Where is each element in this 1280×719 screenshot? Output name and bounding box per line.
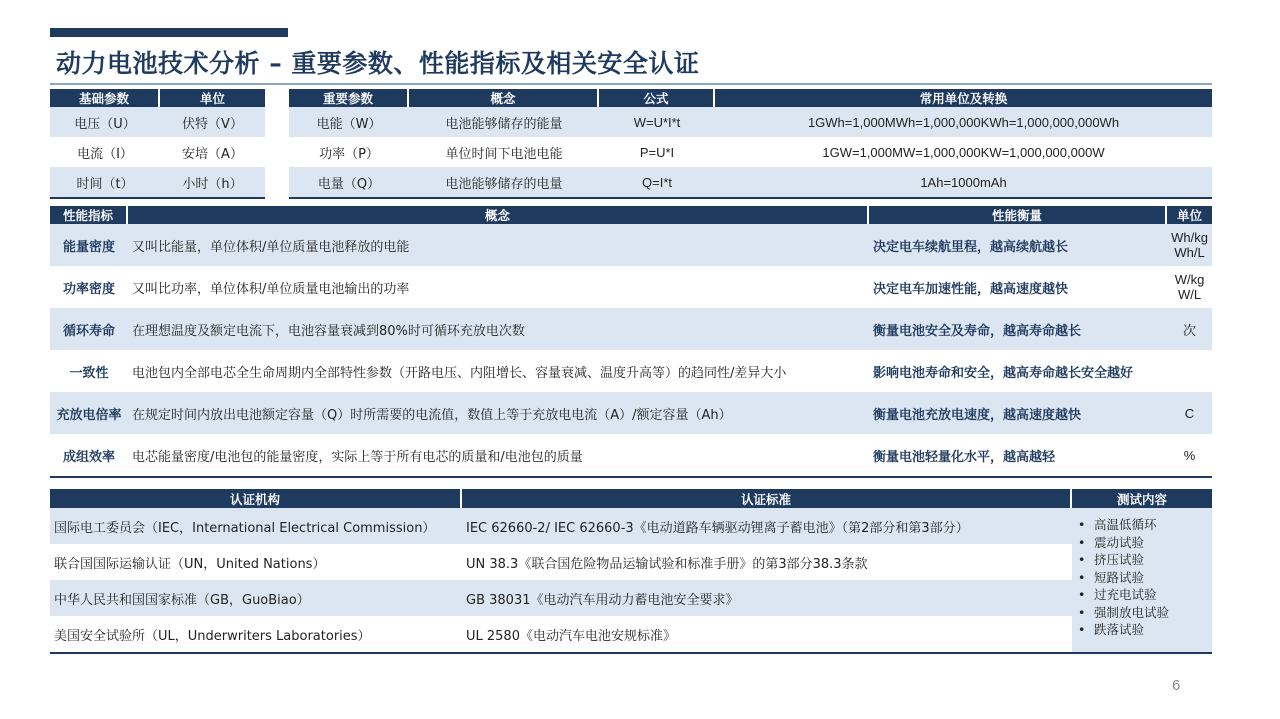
unit-cell: 次 — [1167, 308, 1212, 350]
unit-cell — [1167, 266, 1212, 308]
indicator-name: 成组效率 — [50, 434, 128, 476]
cert-org-cell: 国际电工委员会（IEC，International Electrical Commission） — [50, 508, 462, 544]
concept-cell: 电池能够储存的电量 — [409, 167, 599, 197]
table-row — [50, 392, 1212, 434]
list-item: • 跌落试验 — [1078, 621, 1206, 639]
table-row — [50, 544, 1212, 580]
formula-cell: Q=I*t — [599, 167, 715, 197]
col-header: 认证机构 — [50, 489, 462, 508]
unit-primary: W/kg — [1174, 272, 1205, 287]
cert-standard-cell: IEC 62660-2/ IEC 62660-3《电动道路车辆驱动锂离子蓄电池》（第2部分和第3部分） — [462, 508, 1072, 544]
unit-primary: Wh/kg — [1171, 230, 1208, 245]
param-cell: 电能（W） — [289, 107, 409, 137]
concept-cell: 电池能够储存的能量 — [409, 107, 599, 137]
param-cell: 电量（Q） — [289, 167, 409, 197]
cert-org-cell: 联合国国际运输认证（UN，United Nations） — [50, 544, 462, 580]
concept-cell: 又叫比功率，单位体积/单位质量电池输出的功率 — [128, 266, 869, 308]
cert-org-cell: 美国安全试验所（UL，Underwriters Laboratories） — [50, 616, 462, 652]
indicator-name: 功率密度 — [50, 266, 128, 308]
unit-secondary: Wh/L — [1174, 245, 1205, 260]
unit-cell: C — [1167, 392, 1212, 434]
test-list — [1078, 516, 1206, 639]
unit-conversion-cell: 1Ah=1000mAh — [715, 167, 1212, 197]
table-row — [50, 167, 265, 197]
unit-secondary: W/L — [1177, 287, 1202, 302]
table-row — [50, 107, 265, 137]
list-item: • 短路试验 — [1078, 569, 1206, 587]
measure-cell: 衡量电池轻量化水平，越高越轻 — [869, 434, 1167, 476]
list-item: • 过充电试验 — [1078, 586, 1206, 604]
col-header: 重要参数 — [289, 89, 409, 107]
measure-cell: 影响电池寿命和安全，越高寿命越长安全越好 — [869, 350, 1167, 392]
table-row — [50, 266, 1212, 308]
param-cell: 电压（U） — [50, 107, 160, 137]
table-row — [50, 616, 1212, 652]
table-row — [50, 308, 1212, 350]
measure-cell: 衡量电池安全及寿命，越高寿命越长 — [869, 308, 1167, 350]
param-cell: 时间（t） — [50, 167, 160, 197]
unit-cell: % — [1167, 434, 1212, 476]
important-params-table — [289, 89, 1212, 199]
col-header: 基础参数 — [50, 89, 160, 107]
table-row — [50, 508, 1212, 544]
unit-conversion-cell: 1GWh=1,000MWh=1,000,000KWh=1,000,000,000Wh — [715, 107, 1212, 137]
table-row — [50, 224, 1212, 266]
list-item: • 强制放电试验 — [1078, 604, 1206, 622]
cert-standard-cell: UL 2580《电动汽车电池安规标准》 — [462, 616, 1072, 652]
col-header: 测试内容 — [1072, 489, 1212, 508]
concept-cell: 电芯能量密度/电池包的能量密度，实际上等于所有电芯的质量和/电池包的质量 — [128, 434, 869, 476]
page-title: 动力电池技术分析 – 重要参数、性能指标及相关安全认证 — [56, 49, 700, 78]
unit-cell: 小时（h） — [160, 167, 265, 197]
certification-table — [50, 489, 1212, 654]
table-row — [50, 434, 1212, 476]
title-accent-bar — [50, 28, 288, 37]
col-header: 性能衡量 — [869, 206, 1167, 224]
unit-conversion-cell: 1GW=1,000MW=1,000,000KW=1,000,000,000W — [715, 137, 1212, 167]
unit-cell: 伏特（V） — [160, 107, 265, 137]
basic-params-table — [50, 89, 265, 199]
col-header: 公式 — [599, 89, 715, 107]
col-header: 认证标准 — [462, 489, 1072, 508]
col-header: 性能指标 — [50, 206, 128, 224]
title-underline — [50, 83, 1212, 85]
table-row — [50, 137, 265, 167]
col-header: 概念 — [409, 89, 599, 107]
measure-cell: 决定电车续航里程，越高续航越长 — [869, 224, 1167, 266]
indicator-name: 充放电倍率 — [50, 392, 128, 434]
col-header: 单位 — [1167, 206, 1212, 224]
table-row — [289, 137, 1212, 167]
measure-cell: 衡量电池充放电速度，越高速度越快 — [869, 392, 1167, 434]
unit-cell — [1167, 224, 1212, 266]
concept-cell: 电池包内全部电芯全生命周期内全部特性参数（开路电压、内阻增长、容量衰减、温度升高等）的趋同性/差异大小 — [128, 350, 869, 392]
list-item: • 震动试验 — [1078, 534, 1206, 552]
page-number: 6 — [1172, 677, 1181, 694]
param-cell: 电流（I） — [50, 137, 160, 167]
cert-org-cell: 中华人民共和国国家标准（GB，GuoBiao） — [50, 580, 462, 616]
col-header: 单位 — [160, 89, 265, 107]
table-row — [50, 350, 1212, 392]
cert-standard-cell: GB 38031《电动汽车用动力蓄电池安全要求》 — [462, 580, 1072, 616]
concept-cell: 又叫比能量，单位体积/单位质量电池释放的电能 — [128, 224, 869, 266]
cert-standard-cell: UN 38.3《联合国危险物品运输试验和标准手册》的第3部分38.3条款 — [462, 544, 1072, 580]
table-row — [289, 107, 1212, 137]
table-row — [50, 580, 1212, 616]
measure-cell: 决定电车加速性能，越高速度越快 — [869, 266, 1167, 308]
formula-cell: P=U*I — [599, 137, 715, 167]
performance-table — [50, 206, 1212, 478]
concept-cell: 在规定时间内放出电池额定容量（Q）时所需要的电流值，数值上等于充放电电流（A）/额定容量（Ah） — [128, 392, 869, 434]
formula-cell: W=U*I*t — [599, 107, 715, 137]
indicator-name: 一致性 — [50, 350, 128, 392]
col-header: 概念 — [128, 206, 869, 224]
list-item: • 挤压试验 — [1078, 551, 1206, 569]
concept-cell: 单位时间下电池电能 — [409, 137, 599, 167]
unit-cell: 安培（A） — [160, 137, 265, 167]
unit-cell — [1167, 350, 1212, 392]
indicator-name: 循环寿命 — [50, 308, 128, 350]
param-cell: 功率（P） — [289, 137, 409, 167]
test-content-cell — [1072, 508, 1212, 652]
col-header: 常用单位及转换 — [715, 89, 1212, 107]
indicator-name: 能量密度 — [50, 224, 128, 266]
table-row — [289, 167, 1212, 197]
list-item: • 高温低循环 — [1078, 516, 1206, 534]
concept-cell: 在理想温度及额定电流下，电池容量衰减到80%时可循环充放电次数 — [128, 308, 869, 350]
